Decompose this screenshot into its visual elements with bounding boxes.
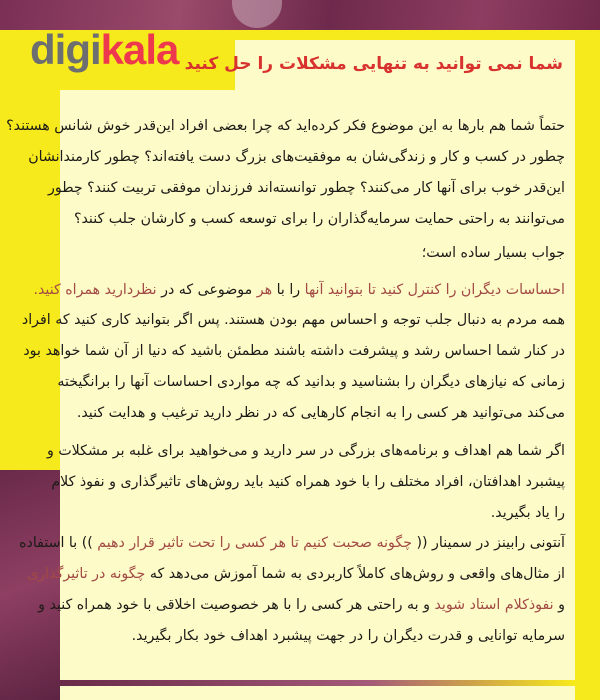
body-text-segment: پیشبرد اهدافتان، افراد مختلف را با خود همراه کنید باید روش‌های تاثیرگذاری و نفوذ کلام (51, 474, 565, 490)
body-text-segment: و (553, 597, 565, 613)
body-text (6, 90, 575, 680)
body-line (51, 472, 565, 492)
body-text-segment: )) با استفاده (19, 535, 98, 551)
text-panel (6, 90, 575, 680)
body-line (23, 341, 565, 361)
body-line (38, 595, 565, 615)
body-text-segment: می‌توانند به راحتی حمایت سرمایه‌گذاران را برای توسعه کسب و کارشان جلب کنند؟ (73, 211, 565, 227)
body-line (27, 564, 565, 584)
body-line (46, 441, 565, 461)
body-line (70, 403, 565, 423)
body-line (57, 372, 565, 392)
highlighted-text: هر (252, 282, 273, 298)
body-text-segment: را با (272, 282, 301, 298)
highlighted-text: نظردارید همراه کنید. (33, 282, 157, 298)
body-text-segment: جواب بسیار ساده است؛ (421, 245, 565, 261)
body-line (70, 243, 565, 263)
highlighted-text: احساسات دیگران را کنترل کنید تا بتوانید آنها (300, 282, 565, 298)
body-text-segment: می‌کند می‌توانید هر کسی را به انجام کارهایی که در نظر دارید ترغیب و هدایت کنید. (76, 405, 565, 421)
body-line (21, 310, 565, 330)
logo-digi: digi (30, 26, 101, 73)
body-text-segment: همه مردم به دنبال جلب توجه و احساس مهم بودن هستند. پس اگر بتوانید کاری کنید که افراد (21, 312, 565, 328)
title-box (184, 40, 575, 90)
body-line (6, 116, 565, 136)
body-line (28, 147, 565, 167)
body-text-segment: اگر شما هم اهداف و برنامه‌های بزرگی در سر دارید و می‌خواهید برای غلبه بر مشکلات و (46, 443, 565, 459)
cover-title: شما نمی توانید به تنهایی مشکلات را حل کنید (184, 54, 563, 74)
body-line (48, 178, 565, 198)
body-text-segment: سرمایه توانایی و قدرت دیگران را در جهت پیشبرد اهداف خود بکار بگیرید. (131, 628, 565, 644)
body-text-segment: زمانی که نیازهای دیگران را بشناسید و بدانید که چه مواردی احساسات آنها را برانگیخته (57, 374, 565, 390)
highlighted-text: چگونه در تاثیرگذاری (27, 566, 146, 582)
body-line (70, 503, 565, 523)
highlighted-text: چگونه صحبت کنیم تا هر کسی را تحت تاثیر قرار دهیم (97, 535, 412, 551)
body-text-segment: این‌قدر خوب برای آنها کار می‌کنند؟ چطور توانسته‌اند فرزندان موفقی تربیت کنند؟ چطور (48, 180, 565, 196)
body-text-segment: چطور در کسب و کار و زندگی‌شان به موفقیت‌های بزرگ دست یافته‌اند؟ چطور کارمندانشان (28, 149, 565, 165)
highlighted-text: نفوذکلام استاد شوید (434, 597, 554, 613)
left-decoration (0, 470, 60, 700)
body-text-segment: در کنار شما احساس رشد و پیشرفت داشته باشند مطمئن باشید که دنیا از آن شما خواهد بود (23, 343, 565, 359)
body-text-segment: حتماً شما هم بارها به این موضوع فکر کرده‌اید که چرا بعضی افراد این‌قدر خوش شانس هستند؟ (6, 118, 565, 134)
logo-kala: kala (100, 26, 179, 73)
body-text-segment: آنتونی رابینز در سمینار (( (411, 535, 565, 551)
body-line (70, 209, 565, 229)
body-text-segment: را یاد بگیرید. (490, 505, 565, 521)
body-line (33, 280, 565, 300)
bottom-panel (60, 686, 575, 700)
body-line (19, 533, 565, 553)
lightbulb-image (232, 0, 282, 28)
body-text-segment: موضوعی که در (156, 282, 253, 298)
body-text-segment: و به راحتی هر کسی را با هر خصوصیت اخلاقی با خود همراه کنید و (38, 597, 435, 613)
body-line (70, 626, 565, 646)
body-text-segment: از مثال‌های واقعی و روش‌های کاملاً کاربردی به شما آموزش می‌دهد که (145, 566, 565, 582)
digikala-logo (30, 26, 178, 74)
